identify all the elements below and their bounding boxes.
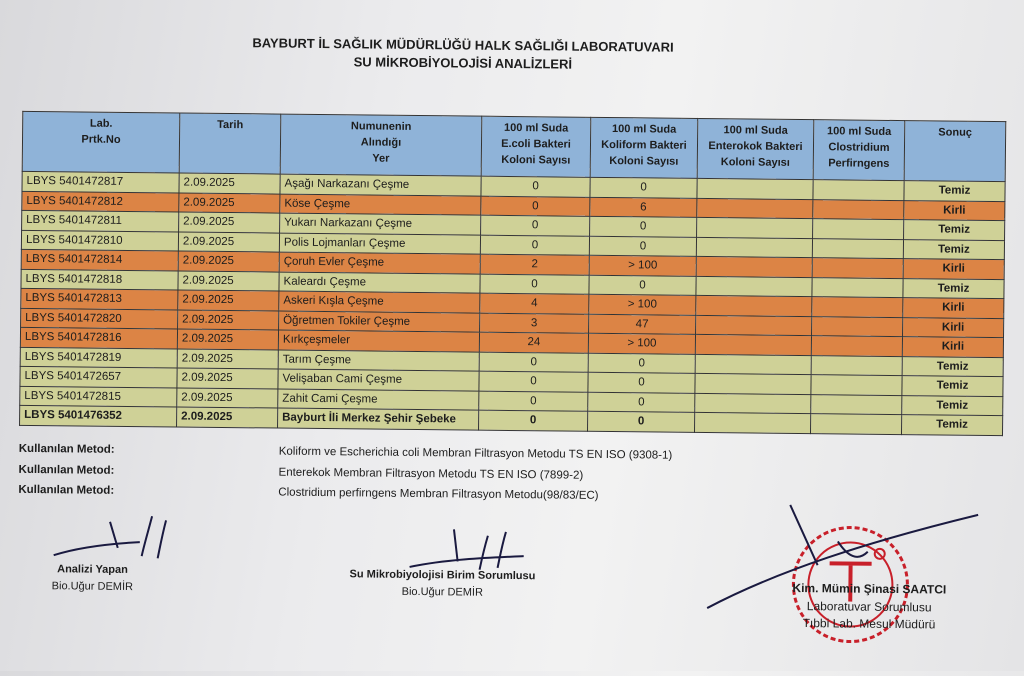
result-cell: Temiz bbox=[902, 356, 1003, 377]
date-cell: 2.09.2025 bbox=[179, 173, 280, 194]
clostridium-cell bbox=[811, 394, 902, 414]
date-cell: 2.09.2025 bbox=[178, 271, 279, 292]
clostridium-cell bbox=[810, 414, 901, 434]
result-cell: Temiz bbox=[904, 181, 1005, 202]
place-cell: Polis Lojmanları Çeşme bbox=[279, 233, 480, 255]
place-cell: Köse Çeşme bbox=[280, 194, 481, 216]
enterokok-count-cell bbox=[695, 393, 811, 414]
result-cell: Kirli bbox=[903, 317, 1004, 338]
analyst-signature bbox=[48, 511, 179, 562]
ecoli-count-cell: 0 bbox=[480, 274, 589, 295]
ecoli-count-cell: 3 bbox=[480, 313, 589, 334]
result-cell: Temiz bbox=[904, 220, 1005, 241]
enterokok-count-cell bbox=[695, 334, 811, 355]
header-date: Tarih bbox=[179, 113, 281, 174]
enterokok-count-cell bbox=[696, 295, 812, 316]
date-cell: 2.09.2025 bbox=[178, 232, 279, 253]
lab-no-cell: LBYS 5401472657 bbox=[20, 366, 177, 387]
header-clostridium: 100 ml Suda Clostridium Perfirngens bbox=[813, 120, 905, 181]
koliform-count-cell: > 100 bbox=[588, 333, 695, 354]
date-cell: 2.09.2025 bbox=[177, 348, 278, 369]
koliform-count-cell: 0 bbox=[589, 275, 696, 296]
header-enterokok: 100 ml Suda Enterokok Bakteri Koloni Sayısı bbox=[697, 118, 814, 179]
date-cell: 2.09.2025 bbox=[177, 407, 278, 428]
result-cell: Kirli bbox=[904, 200, 1005, 221]
date-cell: 2.09.2025 bbox=[179, 193, 280, 214]
koliform-count-cell: 0 bbox=[588, 353, 695, 374]
table-header-row bbox=[22, 111, 1006, 181]
unit-block bbox=[327, 568, 557, 599]
lab-no-cell: LBYS 5401472810 bbox=[21, 230, 178, 251]
method-value: Koliform ve Escherichia coli Membran Filtrasyon Metodu TS EN ISO (9308-1) bbox=[278, 445, 673, 462]
unit-signature bbox=[406, 523, 537, 574]
koliform-count-cell: 0 bbox=[589, 236, 696, 257]
clostridium-cell bbox=[813, 199, 904, 219]
result-cell: Kirli bbox=[903, 298, 1004, 319]
result-cell: Temiz bbox=[903, 239, 1004, 260]
clostridium-cell bbox=[812, 238, 903, 258]
result-cell: Kirli bbox=[903, 259, 1004, 280]
analysis-table bbox=[19, 111, 1006, 436]
date-cell: 2.09.2025 bbox=[177, 387, 278, 408]
koliform-count-cell: 0 bbox=[590, 177, 697, 198]
koliform-count-cell: 0 bbox=[588, 392, 695, 413]
enterokok-count-cell bbox=[697, 178, 813, 199]
clostridium-cell bbox=[812, 258, 903, 278]
clostridium-cell bbox=[811, 336, 902, 356]
ecoli-count-cell: 0 bbox=[479, 371, 588, 392]
enterokok-count-cell bbox=[696, 237, 812, 258]
head-title-2: Tıbbi Lab. Mesul Müdürü bbox=[802, 616, 936, 632]
ecoli-count-cell: 0 bbox=[480, 235, 589, 256]
clostridium-cell bbox=[812, 277, 903, 297]
unit-name: Bio.Uğur DEMİR bbox=[401, 585, 484, 599]
place-cell: Zahit Cami Çeşme bbox=[278, 389, 479, 411]
ecoli-count-cell: 0 bbox=[479, 352, 588, 373]
header-result: Sonuç bbox=[904, 121, 1006, 182]
result-cell: Kirli bbox=[902, 337, 1003, 358]
place-cell: Çoruh Evler Çeşme bbox=[279, 252, 480, 274]
koliform-count-cell: > 100 bbox=[589, 294, 696, 315]
ecoli-count-cell: 0 bbox=[479, 391, 588, 412]
lab-no-cell: LBYS 5401472818 bbox=[21, 269, 178, 290]
clostridium-cell bbox=[812, 316, 903, 336]
lab-no-cell: LBYS 5401472811 bbox=[22, 210, 179, 231]
header-koliform: 100 ml Suda Koliform Bakteri Koloni Sayısı bbox=[590, 117, 698, 178]
method-value: Clostridium perfirngens Membran Filtrasyon Metodu(98/83/EC) bbox=[278, 486, 599, 502]
place-cell: Öğretmen Tokiler Çeşme bbox=[279, 311, 480, 333]
enterokok-count-cell bbox=[697, 217, 813, 238]
lab-no-cell: LBYS 5401472820 bbox=[21, 308, 178, 329]
header-lab-no: Lab. Prtk.No bbox=[22, 111, 180, 173]
place-cell: Bayburt İli Merkez Şehir Şebeke bbox=[278, 408, 479, 430]
result-cell: Temiz bbox=[903, 278, 1004, 299]
method-label: Kullanılan Metod: bbox=[18, 483, 115, 497]
head-name: Kim. Mümin Şinasi SAATCI bbox=[792, 580, 947, 597]
koliform-count-cell: 0 bbox=[590, 216, 697, 237]
koliform-count-cell: 0 bbox=[588, 411, 695, 432]
clostridium-cell bbox=[813, 180, 904, 200]
enterokok-count-cell bbox=[696, 315, 812, 336]
date-cell: 2.09.2025 bbox=[177, 368, 278, 389]
ecoli-count-cell: 24 bbox=[479, 332, 588, 353]
koliform-count-cell: 47 bbox=[589, 314, 696, 335]
lab-no-cell: LBYS 5401472813 bbox=[21, 288, 178, 309]
method-label: Kullanılan Metod: bbox=[18, 463, 115, 477]
enterokok-count-cell bbox=[695, 373, 811, 394]
clostridium-cell bbox=[811, 375, 902, 395]
place-cell: Tarım Çeşme bbox=[278, 350, 479, 372]
place-cell: Aşağı Narkazanı Çeşme bbox=[280, 174, 481, 196]
koliform-count-cell: > 100 bbox=[589, 255, 696, 276]
ecoli-count-cell: 0 bbox=[479, 410, 588, 431]
enterokok-count-cell bbox=[695, 354, 811, 375]
lab-no-cell: LBYS 5401472819 bbox=[20, 347, 177, 368]
lab-no-cell: LBYS 5401472816 bbox=[20, 327, 177, 348]
enterokok-count-cell bbox=[695, 412, 811, 433]
koliform-count-cell: 0 bbox=[588, 372, 695, 393]
place-cell: Askeri Kışla Çeşme bbox=[279, 291, 480, 313]
clostridium-cell bbox=[811, 355, 902, 375]
date-cell: 2.09.2025 bbox=[177, 329, 278, 350]
ecoli-count-cell: 0 bbox=[481, 196, 590, 217]
header-place: Numunenin Alındığı Yer bbox=[280, 114, 482, 176]
unit-role: Su Mikrobiyolojisi Birim Sorumlusu bbox=[349, 568, 536, 583]
enterokok-count-cell bbox=[697, 198, 813, 219]
date-cell: 2.09.2025 bbox=[178, 309, 279, 330]
result-cell: Temiz bbox=[901, 415, 1002, 436]
date-cell: 2.09.2025 bbox=[179, 212, 280, 233]
enterokok-count-cell bbox=[696, 256, 812, 277]
place-cell: Velişaban Cami Çeşme bbox=[278, 369, 479, 391]
clostridium-cell bbox=[812, 297, 903, 317]
place-cell: Kırkçeşmeler bbox=[278, 330, 479, 352]
clostridium-cell bbox=[813, 219, 904, 239]
analyst-name: Bio.Uğur DEMİR bbox=[51, 580, 134, 594]
analyst-role: Analizi Yapan bbox=[57, 563, 128, 576]
lab-no-cell: LBYS 5401472814 bbox=[21, 249, 178, 270]
ecoli-count-cell: 4 bbox=[480, 293, 589, 314]
method-value: Enterekok Membran Filtrasyon Metodu TS EN ISO (7899-2) bbox=[278, 466, 584, 482]
date-cell: 2.09.2025 bbox=[178, 290, 279, 311]
result-cell: Temiz bbox=[902, 376, 1003, 397]
lab-no-cell: LBYS 5401472815 bbox=[20, 386, 177, 407]
date-cell: 2.09.2025 bbox=[178, 251, 279, 272]
place-cell: Kaleardı Çeşme bbox=[279, 272, 480, 294]
enterokok-count-cell bbox=[696, 276, 812, 297]
head-title-1: Laboratuvar Sorumlusu bbox=[806, 599, 932, 615]
header-ecoli: 100 ml Suda E.coli Bakteri Koloni Sayısı bbox=[481, 116, 591, 177]
koliform-count-cell: 6 bbox=[590, 197, 697, 218]
place-cell: Yukarı Narkazanı Çeşme bbox=[280, 213, 481, 235]
ecoli-count-cell: 2 bbox=[480, 254, 589, 275]
head-block bbox=[749, 580, 989, 632]
document-subtitle: SU MİKROBİYOLOJİSİ ANALİZLERİ bbox=[353, 54, 573, 72]
result-cell: Temiz bbox=[902, 395, 1003, 416]
lab-no-cell: LBYS 5401476352 bbox=[20, 405, 177, 426]
ecoli-count-cell: 0 bbox=[481, 176, 590, 197]
ecoli-count-cell: 0 bbox=[481, 215, 590, 236]
method-label: Kullanılan Metod: bbox=[18, 442, 115, 456]
document-title: BAYBURT İL SAĞLIK MÜDÜRLÜĞÜ HALK SAĞLIĞI LABORATUVARI bbox=[252, 35, 674, 55]
lab-no-cell: LBYS 5401472817 bbox=[22, 171, 179, 192]
analyst-block bbox=[37, 563, 147, 593]
lab-no-cell: LBYS 5401472812 bbox=[22, 191, 179, 212]
